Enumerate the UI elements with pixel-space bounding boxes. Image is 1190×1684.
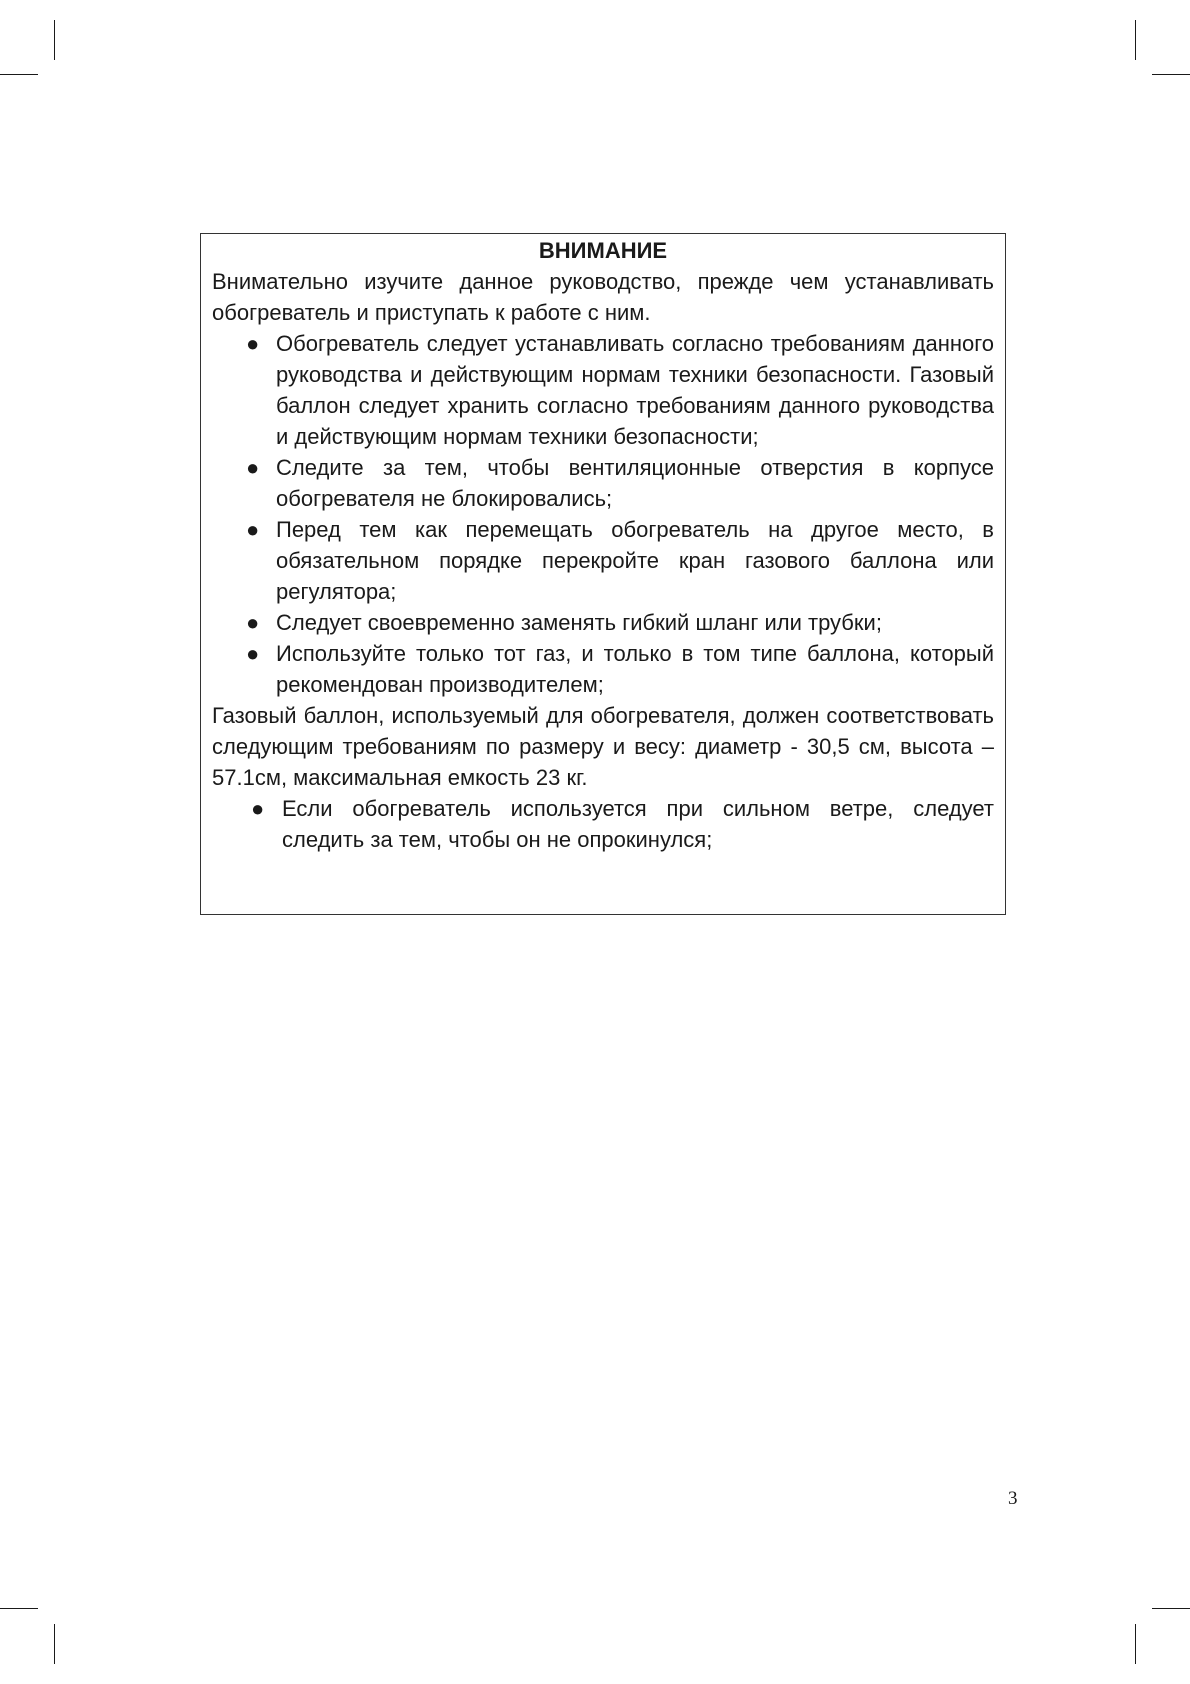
crop-mark [1152, 74, 1190, 75]
list-item [246, 328, 994, 452]
list-item-text: Если обогреватель используется при сильном ветре, следует следить за тем, чтобы он не опрокинулся; [282, 796, 994, 852]
wind-warning-list [212, 793, 994, 855]
crop-mark [54, 1624, 55, 1664]
bullet-icon: ● [246, 331, 260, 356]
crop-mark [54, 20, 55, 60]
bullet-icon: ● [246, 641, 260, 666]
warning-box [200, 233, 1006, 915]
bullet-icon: ● [246, 610, 260, 635]
list-item [251, 793, 994, 855]
warning-title: ВНИМАНИЕ [538, 238, 668, 263]
crop-mark [0, 74, 38, 75]
safety-list [212, 328, 994, 700]
list-item-text: Обогреватель следует устанавливать согласно требованиям данного руководства и действующим нормам техники безопасности. Газовый баллон следует хранить согласно требованиям данного руководства и действующим нормам техники безопасности; [276, 331, 994, 449]
list-item [246, 607, 994, 638]
crop-mark [1135, 20, 1136, 60]
list-item [246, 452, 994, 514]
list-item-text: Используйте только тот газ, и только в том типе баллона, который рекомендован производителем; [276, 641, 994, 697]
page-number: 3 [1008, 1488, 1018, 1509]
list-item-text: Следите за тем, чтобы вентиляционные отверстия в корпусе обогревателя не блокировались; [276, 455, 994, 511]
crop-mark [0, 1608, 38, 1609]
intro-paragraph: Внимательно изучите данное руководство, прежде чем устанавливать обогреватель и приступать к работе с ним. [212, 269, 994, 325]
crop-mark [1135, 1624, 1136, 1664]
crop-mark [1152, 1608, 1190, 1609]
cylinder-requirements-paragraph: Газовый баллон, используемый для обогревателя, должен соответствовать следующим требованиям по размеру и весу: диаметр - 30,5 см, высота – 57.1см, максимальная емкость 23 кг. [212, 703, 994, 790]
bullet-icon: ● [251, 796, 265, 821]
bullet-icon: ● [246, 517, 260, 542]
bullet-icon: ● [246, 455, 260, 480]
list-item [246, 514, 994, 607]
list-item-text: Перед тем как перемещать обогреватель на другое место, в обязательном порядке перекройте кран газового баллона или регулятора; [276, 517, 994, 604]
list-item [246, 638, 994, 700]
list-item-text: Следует своевременно заменять гибкий шланг или трубки; [276, 610, 882, 635]
